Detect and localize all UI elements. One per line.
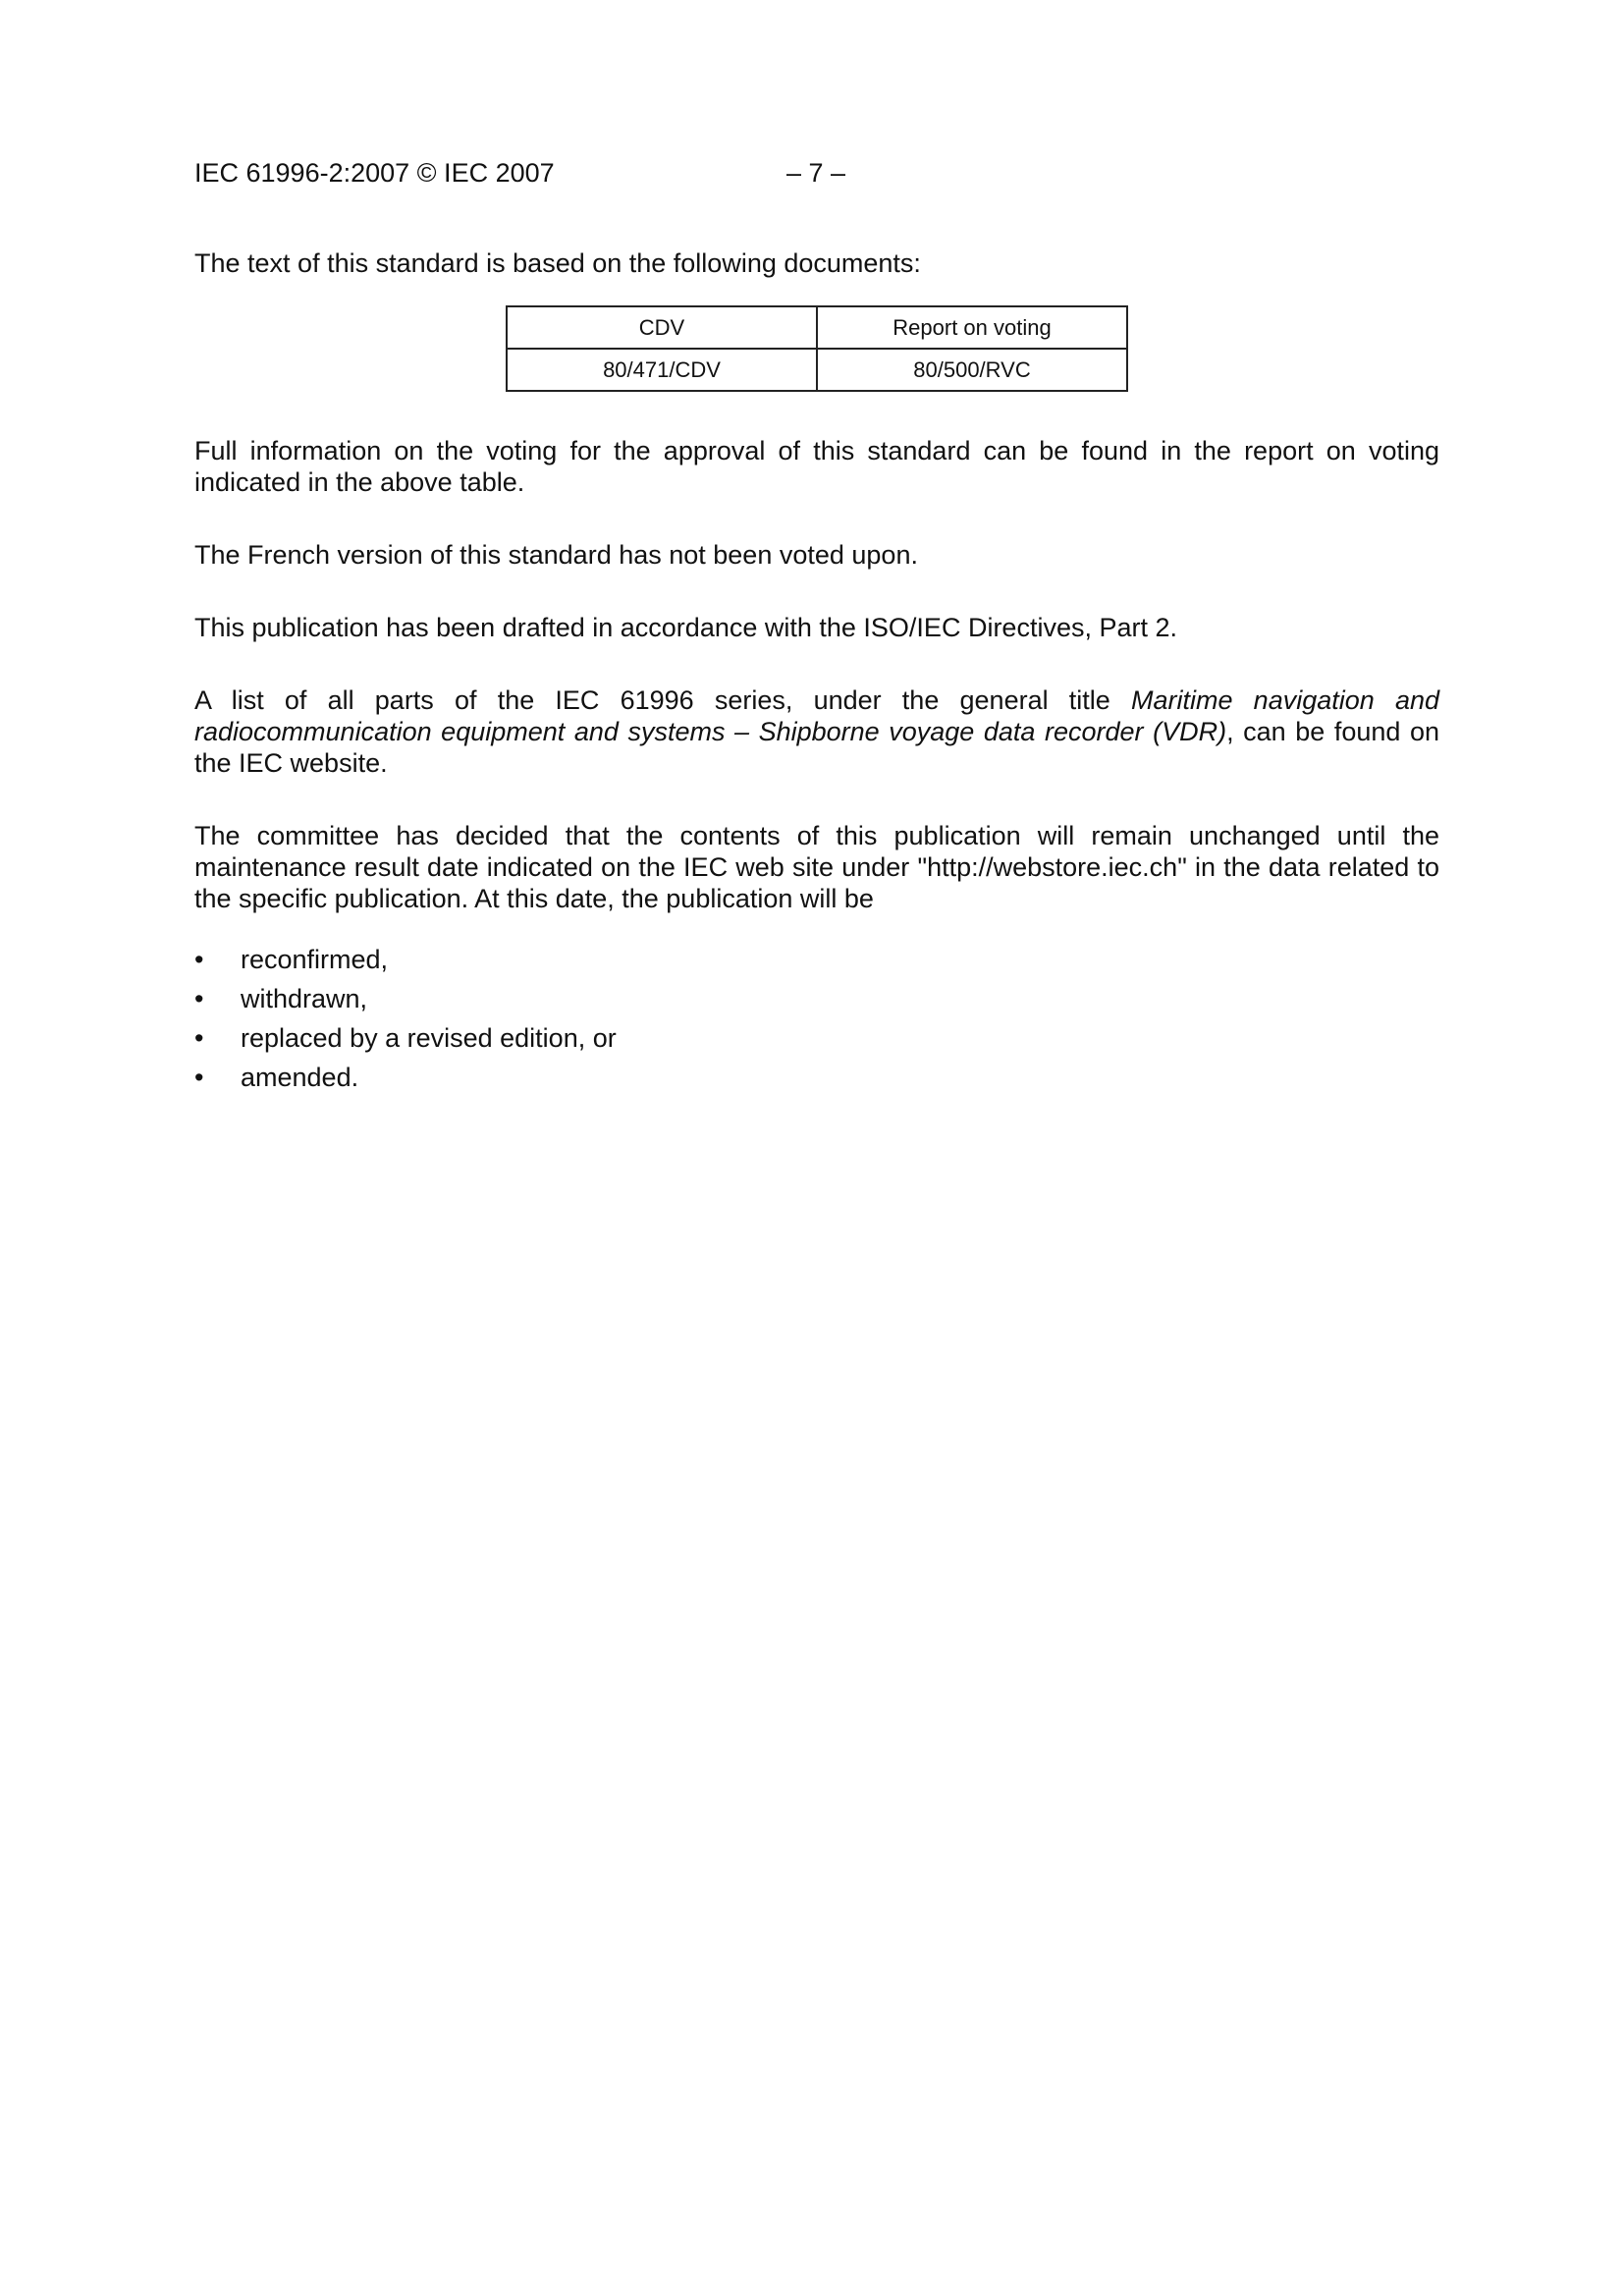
french-version-paragraph: The French version of this standard has not been voted upon. <box>194 540 918 570</box>
list-item <box>194 944 1439 983</box>
page-content <box>194 247 1439 1101</box>
bullet-icon: • <box>194 945 204 974</box>
outcome-list <box>194 944 1439 1101</box>
list-item-text: reconfirmed, <box>241 945 389 974</box>
table-cell-rvc: 80/500/RVC <box>817 349 1127 391</box>
table-header-row <box>507 306 1127 349</box>
bullet-icon: • <box>194 984 204 1013</box>
voting-info-paragraph: Full information on the voting for the approval of this standard can be found in the report on voting indicated in the above table. <box>194 436 1439 497</box>
list-item-text: replaced by a revised edition, or <box>241 1023 617 1053</box>
list-item <box>194 983 1439 1022</box>
bullet-icon: • <box>194 1063 204 1092</box>
series-title: Maritime navigation and radiocommunication equipment and systems – Shipborne voyage data recorder (VDR) <box>194 685 1439 746</box>
parts-list-paragraph <box>194 684 1439 779</box>
committee-paragraph: The committee has decided that the contents of this publication will remain unchanged until the maintenance result date indicated on the IEC web site under "http://webstore.iec.ch" in the data related to the specific publication. At this date, the publication will be <box>194 821 1439 913</box>
list-item <box>194 1022 1439 1062</box>
drafting-paragraph: This publication has been drafted in accordance with the ISO/IEC Directives, Part 2. <box>194 613 1178 642</box>
bullet-icon: • <box>194 1023 204 1053</box>
table-header-cdv: CDV <box>507 306 817 349</box>
intro-paragraph: The text of this standard is based on the following documents: <box>194 248 921 278</box>
page-number: – 7 – <box>786 158 846 188</box>
table-row <box>507 349 1127 391</box>
table-cell-cdv: 80/471/CDV <box>507 349 817 391</box>
parts-list-text-before: A list of all parts of the IEC 61996 series, under the general title <box>194 685 1131 715</box>
list-item <box>194 1062 1439 1101</box>
parts-list-text-after: , can be found on the IEC website. <box>194 717 1439 778</box>
documents-table <box>506 305 1128 392</box>
list-item-text: amended. <box>241 1063 359 1092</box>
table-header-report: Report on voting <box>817 306 1127 349</box>
standard-reference: IEC 61996-2:2007 © IEC 2007 <box>194 158 555 188</box>
list-item-text: withdrawn, <box>241 984 368 1013</box>
